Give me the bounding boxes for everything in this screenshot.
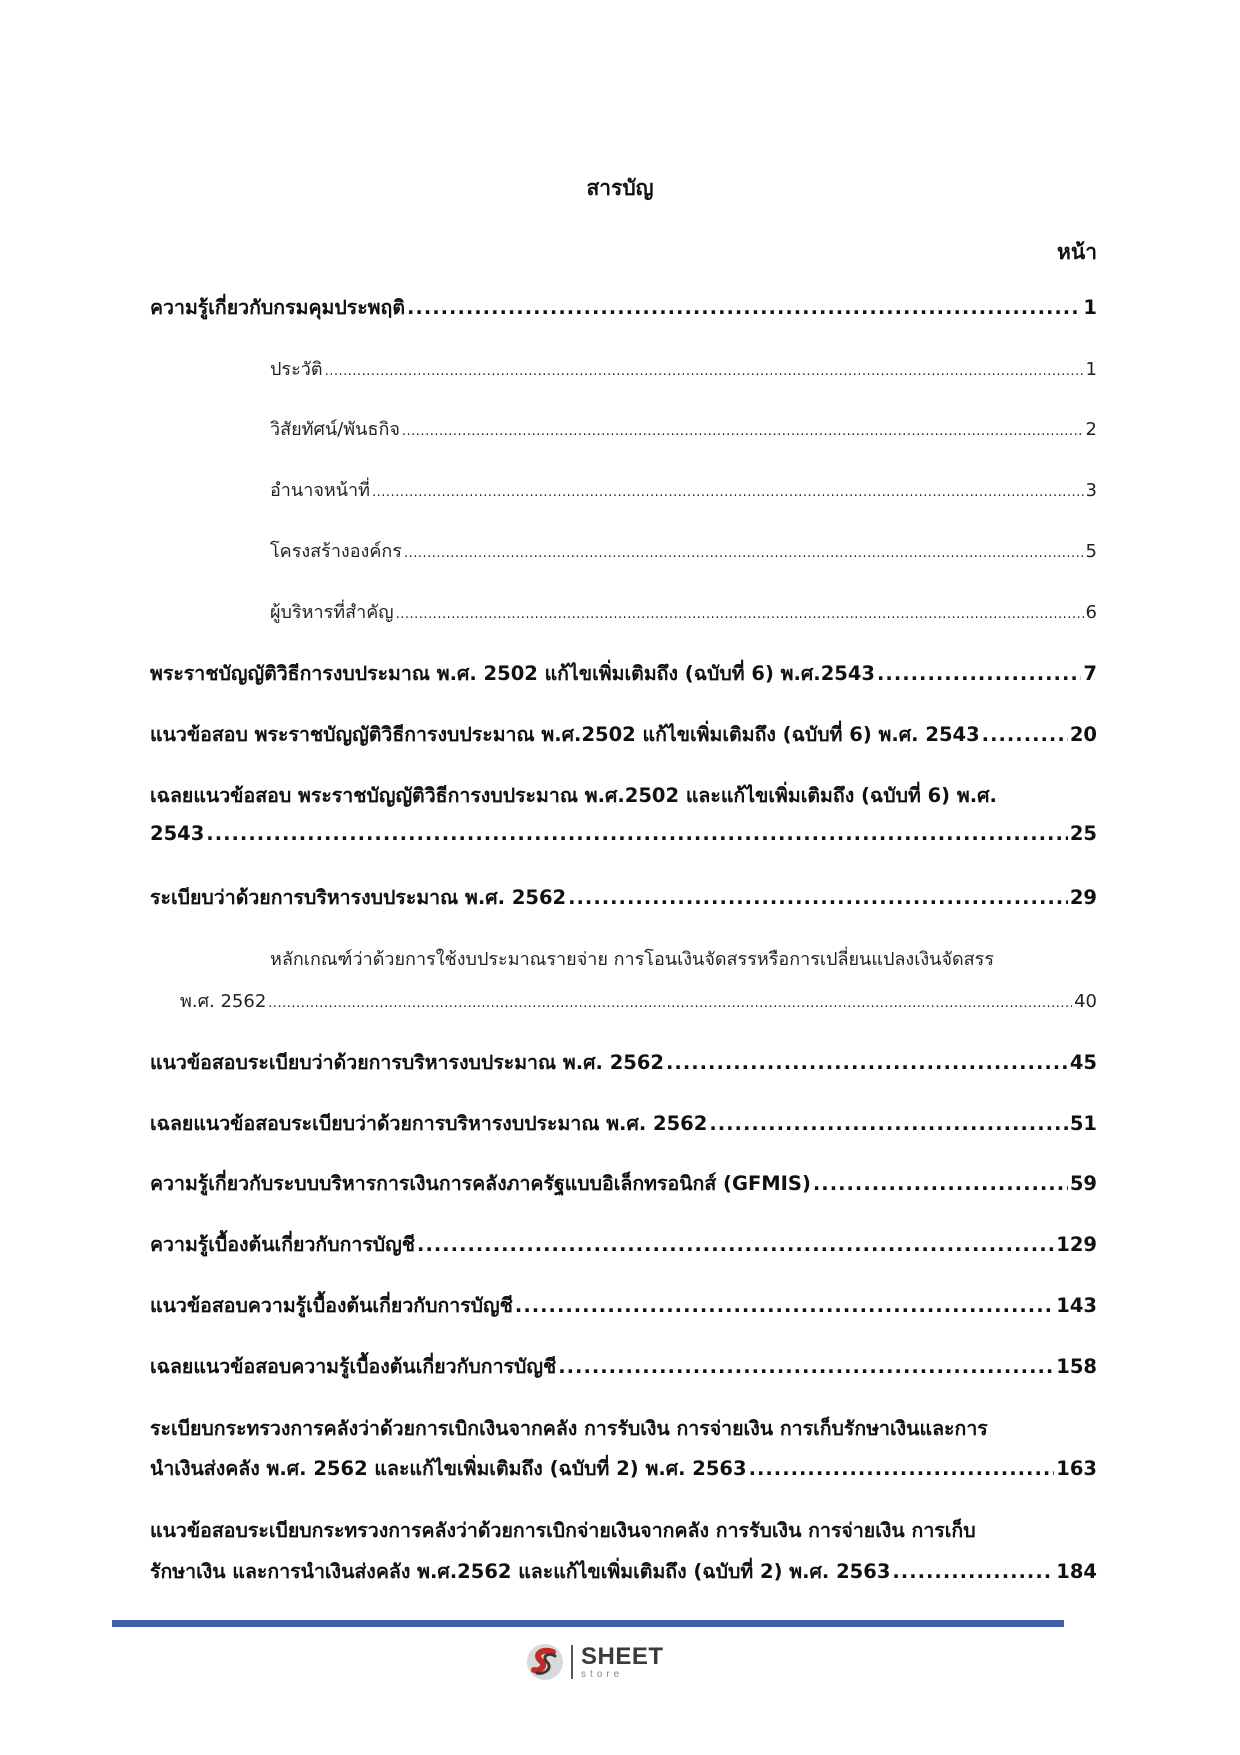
toc-entry[interactable] (150, 1047, 1097, 1078)
toc-entry[interactable] (150, 1351, 1097, 1382)
toc-entry-page: 158 (1056, 1355, 1097, 1378)
toc-entry-text: พ.ศ. 2562 (180, 991, 267, 1012)
toc-entry-text: พระราชบัญญัติวิธีการงบประมาณ พ.ศ. 2502 แก้ไขเพิ่มเติมถึง (ฉบับที่ 6) พ.ศ.2543 (150, 662, 875, 685)
dot-leader (325, 359, 1084, 380)
sheet-store-logo (525, 1640, 664, 1684)
toc-entry-page: 29 (1069, 886, 1097, 909)
footer-rule (112, 1620, 1064, 1627)
dot-leader (402, 419, 1084, 440)
toc-entry-page: 45 (1069, 1051, 1097, 1074)
dot-leader (982, 723, 1068, 746)
dot-leader (666, 1051, 1068, 1074)
toc-entry-line1[interactable]: แนวข้อสอบระเบียบกระทรวงการคลังว่าด้วยการเบิกจ่ายเงินจากคลัง การรับเงิน การจ่ายเงิน การเก็บ (150, 1519, 976, 1542)
dot-leader (709, 1112, 1068, 1135)
toc-entry-text: ประวัติ (270, 359, 323, 380)
toc-entry[interactable] (150, 1453, 1097, 1484)
toc-entry[interactable] (150, 882, 1097, 913)
dot-leader (813, 1172, 1068, 1195)
toc-subentry[interactable] (270, 414, 1097, 443)
toc-entry-page: 5 (1085, 541, 1097, 562)
toc-entry-line1[interactable]: เฉลยแนวข้อสอบ พระราชบัญญัติวิธีการงบประมาณ พ.ศ.2502 และแก้ไขเพิ่มเติมถึง (ฉบับที่ 6) พ.ศ. (150, 784, 997, 807)
toc-entry[interactable] (150, 822, 1097, 845)
toc-entry-page: 2 (1085, 419, 1097, 440)
dot-leader (206, 822, 1068, 845)
dot-leader (417, 1233, 1054, 1256)
toc-entry-page: 1 (1085, 359, 1097, 380)
dot-leader (568, 886, 1068, 909)
toc-entry[interactable] (150, 658, 1097, 689)
toc-entry[interactable] (150, 1556, 1097, 1587)
toc-entry-text: วิสัยทัศน์/พันธกิจ (270, 419, 400, 440)
toc-entry-text: เฉลยแนวข้อสอบระเบียบว่าด้วยการบริหารงบประมาณ พ.ศ. 2562 (150, 1112, 708, 1135)
toc-entry-text: อำนาจหน้าที่ (270, 480, 371, 501)
logo-separator (571, 1645, 573, 1679)
toc-subentry[interactable] (270, 475, 1097, 504)
toc-entry-text: ระเบียบว่าด้วยการบริหารงบประมาณ พ.ศ. 2562 (150, 886, 567, 909)
toc-subentry[interactable] (270, 536, 1097, 565)
dot-leader (749, 1457, 1055, 1480)
toc-subentry-line1[interactable]: หลักเกณฑ์ว่าด้วยการใช้งบประมาณรายจ่าย การโอนเงินจัดสรรหรือการเปลี่ยนแปลงเงินจัดสรร (270, 949, 995, 970)
toc-title: สารบัญ (586, 176, 654, 200)
toc-entry-line1[interactable]: ระเบียบกระทรวงการคลังว่าด้วยการเบิกเงินจากคลัง การรับเงิน การจ่ายเงิน การเก็บรักษาเงินและการ (150, 1417, 988, 1440)
logo-word: SHEET (581, 1642, 664, 1670)
toc-entry-page: 184 (1056, 1560, 1097, 1583)
toc-entry-page: 51 (1069, 1112, 1097, 1135)
toc-entry[interactable] (150, 1290, 1097, 1321)
toc-entry-page: 7 (1083, 662, 1097, 685)
dot-leader (515, 1294, 1054, 1317)
toc-entry-text: นำเงินส่งคลัง พ.ศ. 2562 และแก้ไขเพิ่มเติมถึง (ฉบับที่ 2) พ.ศ. 2563 (150, 1457, 747, 1480)
toc-entry-text: 2543 (150, 822, 205, 845)
logo-subword: store (581, 1668, 624, 1680)
toc-subentry[interactable] (270, 597, 1097, 626)
dot-leader (558, 1355, 1054, 1378)
toc-entry-page: 143 (1056, 1294, 1097, 1317)
toc-entry-page: 163 (1056, 1457, 1097, 1480)
dot-leader (404, 541, 1084, 562)
toc-entry-page: 3 (1085, 480, 1097, 501)
toc-entry-page: 25 (1069, 822, 1097, 845)
toc-entry[interactable] (150, 1229, 1097, 1260)
toc-entry-page: 129 (1056, 1233, 1097, 1256)
logo-text (581, 1642, 664, 1680)
dot-leader (877, 662, 1081, 685)
toc-entry-text: ผู้บริหารที่สำคัญ (270, 602, 394, 623)
dot-leader (892, 1560, 1054, 1583)
toc-entry-text: แนวข้อสอบระเบียบว่าด้วยการบริหารงบประมาณ พ.ศ. 2562 (150, 1051, 664, 1074)
toc-entry-text: ความรู้เกี่ยวกับระบบบริหารการเงินการคลังภาครัฐแบบอิเล็กทรอนิกส์ (GFMIS) (150, 1172, 811, 1195)
dot-leader (396, 602, 1084, 623)
dot-leader (372, 480, 1084, 501)
toc-entry-text: แนวข้อสอบความรู้เบื้องต้นเกี่ยวกับการบัญชี (150, 1294, 513, 1317)
toc-entry-text: รักษาเงิน และการนำเงินส่งคลัง พ.ศ.2562 และแก้ไขเพิ่มเติมถึง (ฉบับที่ 2) พ.ศ. 2563 (150, 1560, 891, 1583)
toc-entry-page: 1 (1083, 296, 1097, 319)
toc-entry-text: แนวข้อสอบ พระราชบัญญัติวิธีการงบประมาณ พ.ศ.2502 แก้ไขเพิ่มเติมถึง (ฉบับที่ 6) พ.ศ. 2543 (150, 723, 980, 746)
toc-entry-page: 40 (1074, 991, 1097, 1012)
toc-entry-text: โครงสร้างองค์กร (270, 541, 402, 562)
sheet-store-s-icon (525, 1642, 565, 1682)
toc-entry[interactable] (150, 1168, 1097, 1199)
toc-entry-text: ความรู้เบื้องต้นเกี่ยวกับการบัญชี (150, 1233, 416, 1256)
toc-subentry[interactable] (180, 986, 1097, 1015)
toc-entry-text: เฉลยแนวข้อสอบความรู้เบื้องต้นเกี่ยวกับการบัญชี (150, 1355, 557, 1378)
toc-entry-page: 6 (1085, 602, 1097, 623)
dot-leader (268, 991, 1072, 1012)
dot-leader (407, 296, 1081, 319)
toc-entry[interactable] (150, 719, 1097, 750)
toc-entry[interactable] (150, 292, 1097, 323)
toc-subentry[interactable] (270, 354, 1097, 383)
toc-entry[interactable] (150, 1108, 1097, 1139)
toc-entry-text: ความรู้เกี่ยวกับกรมคุมประพฤติ (150, 296, 405, 319)
toc-entry-page: 59 (1069, 1172, 1097, 1195)
page-column-header: หน้า (1057, 240, 1097, 264)
toc-entry-page: 20 (1069, 723, 1097, 746)
